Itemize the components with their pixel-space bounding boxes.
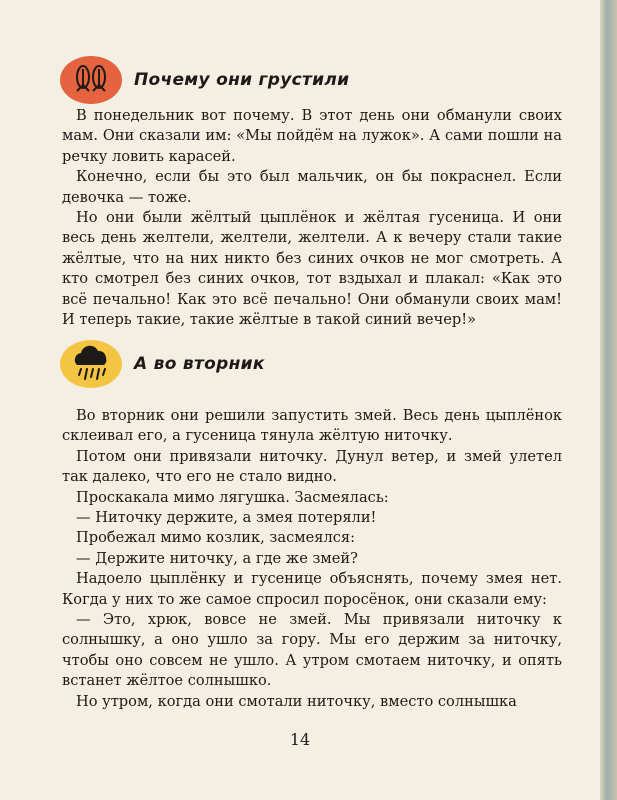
paragraph: Потом они привязали ниточку. Дунул ветер, и змей улетел так далеко, что его не стало видно.: [62, 447, 562, 486]
section-header-tuesday: [60, 340, 265, 388]
paragraph: — Это, хрюк, вовсе не змей. Мы привязали ниточку к солнышку, а оно ушло за гору. Мы его держим за ниточку, чтобы оно совсем не ушло. А утром смотаем ниточку, и опять встанет жёлтое солнышко.: [62, 611, 562, 690]
paragraph: Во вторник они решили запустить змей. Весь день цыплёнок склеивал его, а гусеница тянула жёлтую ниточку.: [62, 407, 562, 445]
paragraph: Но утром, когда они смотали ниточку, вместо солнышка: [76, 692, 517, 710]
section-title: А во вторник: [134, 354, 265, 374]
book-spine: [600, 0, 617, 800]
paragraph: Конечно, если бы это был мальчик, он бы покраснел. Если девочка — тоже.: [62, 168, 562, 206]
fish-icon: [60, 56, 122, 104]
paragraph: — Держите ниточку, а где же змей?: [76, 549, 358, 567]
paragraph: — Ниточку держите, а змея потеряли!: [76, 509, 377, 527]
paragraph: Но они были жёлтый цыплёнок и жёлтая гусеница. И они весь день желтели, желтели, желтели. А к вечеру стали такие жёлтые, что на них никто без синих очков не мог смотреть. А кто смотрел без синих очков, тот вздыхал и плакал: «Как это всё печально! Как это всё печально! Они обманули своих мам! И теперь такие, такие жёлтые в такой синий вечер!»: [62, 209, 562, 329]
paragraph: Пробежал мимо козлик, засмеялся:: [76, 529, 356, 547]
section-header-why-sad: [60, 56, 349, 104]
section-text-tuesday: [62, 406, 562, 712]
page-number: 14: [289, 730, 311, 749]
section-title: Почему они грустили: [134, 70, 350, 90]
paragraph: В понедельник вот почему. В этот день они обманули своих мам. Они сказали им: «Мы пойдём на лужок». А сами пошли на речку ловить карасей.: [62, 107, 562, 165]
paragraph: Надоело цыплёнку и гусенице объяснять, почему змея нет. Когда у них то же самое спросил поросёнок, они сказали ему:: [62, 570, 562, 608]
section-text-why-sad: [62, 106, 562, 330]
paragraph: Проскакала мимо лягушка. Засмеялась:: [76, 488, 389, 506]
rain-cloud-icon: [60, 340, 122, 388]
